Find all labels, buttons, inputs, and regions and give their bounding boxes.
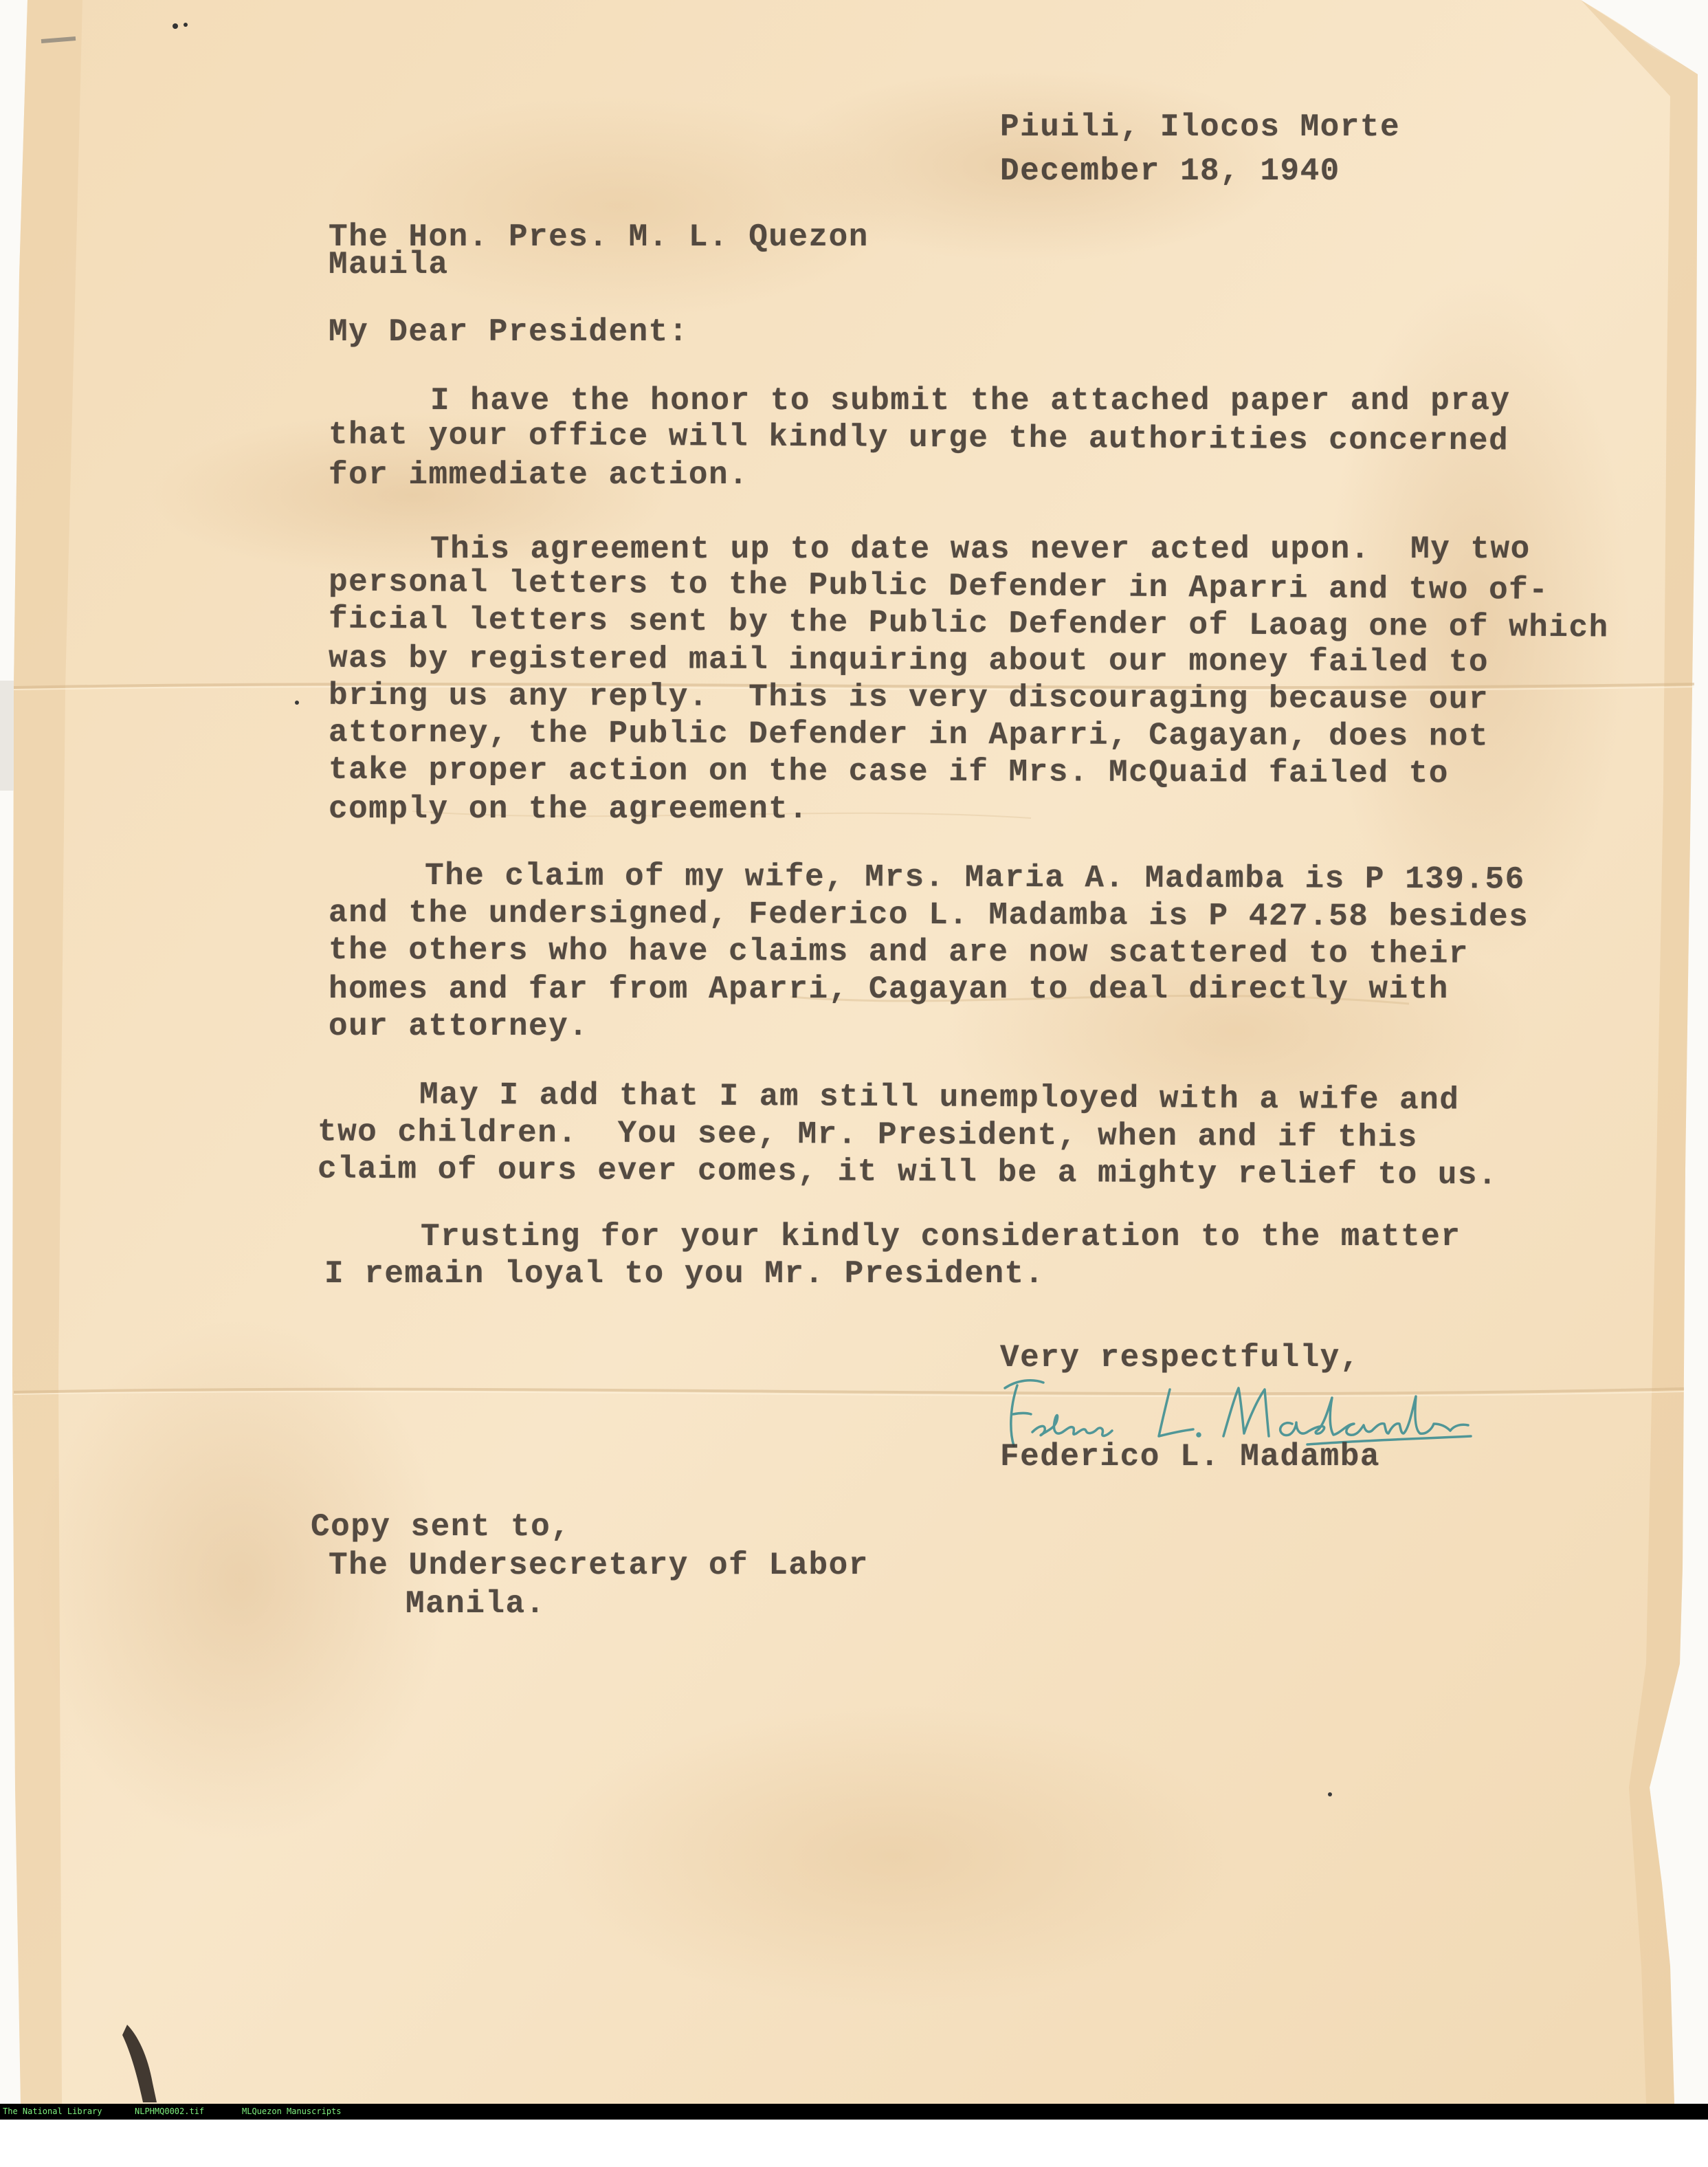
paragraph-5 xyxy=(324,1218,1461,1292)
paragraph-line: that your office will kindly urge the authorities concerned xyxy=(328,417,1509,459)
paragraph-line: I have the honor to submit the attached paper and pray xyxy=(430,383,1511,419)
scan-footer xyxy=(0,2104,1708,2120)
paragraph-line: ficial letters sent by the Public Defender of Laoag one of which xyxy=(328,601,1609,646)
letter-place: Piuili, Ilocos Morte xyxy=(1000,109,1401,145)
paragraph-line: Trusting for your kindly consideration to the matter xyxy=(421,1219,1461,1255)
paragraph-line: for immediate action. xyxy=(329,457,749,493)
paragraph-line: This agreement up to date was never acted upon. My two xyxy=(430,531,1531,567)
paragraph-line: comply on the agreement. xyxy=(329,791,809,827)
typed-signature: Federico L. Madamba xyxy=(1000,1439,1380,1475)
paragraph-2 xyxy=(329,531,1609,828)
footer-library: The National Library xyxy=(3,2106,102,2116)
paragraph-line: our attorney. xyxy=(329,1009,589,1044)
paragraph-line: two children. You see, Mr. President, when and if this xyxy=(317,1114,1418,1156)
salutation: My Dear President: xyxy=(329,314,689,350)
addressee-city: Mauila xyxy=(329,247,449,283)
addressee-name: The Hon. Pres. M. L. Quezon xyxy=(329,219,869,255)
paragraph-3 xyxy=(329,859,1529,1045)
closing: Very respectfully, xyxy=(1000,1340,1360,1376)
paragraph-line: homes and far from Aparri, Cagayan to deal directly with xyxy=(329,971,1449,1007)
paragraph-line: take proper action on the case if Mrs. McQuaid failed to xyxy=(328,751,1449,792)
paragraph-line: bring us any reply. This is very discouraging because our xyxy=(328,677,1489,718)
paragraph-line: I remain loyal to you Mr. President. xyxy=(324,1256,1045,1292)
paragraph-line: personal letters to the Public Defender in Aparri and two of- xyxy=(328,564,1549,608)
copy-label: Copy sent to, xyxy=(311,1509,571,1545)
paragraph-line: The claim of my wife, Mrs. Maria A. Madamba is P 139.56 xyxy=(424,857,1525,898)
paragraph-line: claim of ours ever comes, it will be a mighty relief to us. xyxy=(317,1151,1498,1194)
footer-collection: MLQuezon Manuscripts xyxy=(242,2106,342,2116)
letter-date: December 18, 1940 xyxy=(1000,153,1340,189)
paragraph-line: May I add that I am still unemployed with a wife and xyxy=(419,1077,1460,1119)
copy-city: Manila. xyxy=(406,1586,546,1622)
paragraph-4 xyxy=(317,1077,1498,1194)
footer-file: NLPHMQ0002.tif xyxy=(135,2106,205,2116)
copy-recipient: The Undersecretary of Labor xyxy=(329,1548,869,1583)
paragraph-line: was by registered mail inquiring about our money failed to xyxy=(328,640,1489,681)
paragraph-line: the others who have claims and are now scattered to their xyxy=(328,932,1469,972)
paragraph-line: attorney, the Public Defender in Aparri, Cagayan, does not xyxy=(328,714,1489,755)
paragraph-line: and the undersigned, Federico L. Madamba is P 427.58 besides xyxy=(328,894,1529,936)
paragraph-1 xyxy=(329,382,1509,494)
